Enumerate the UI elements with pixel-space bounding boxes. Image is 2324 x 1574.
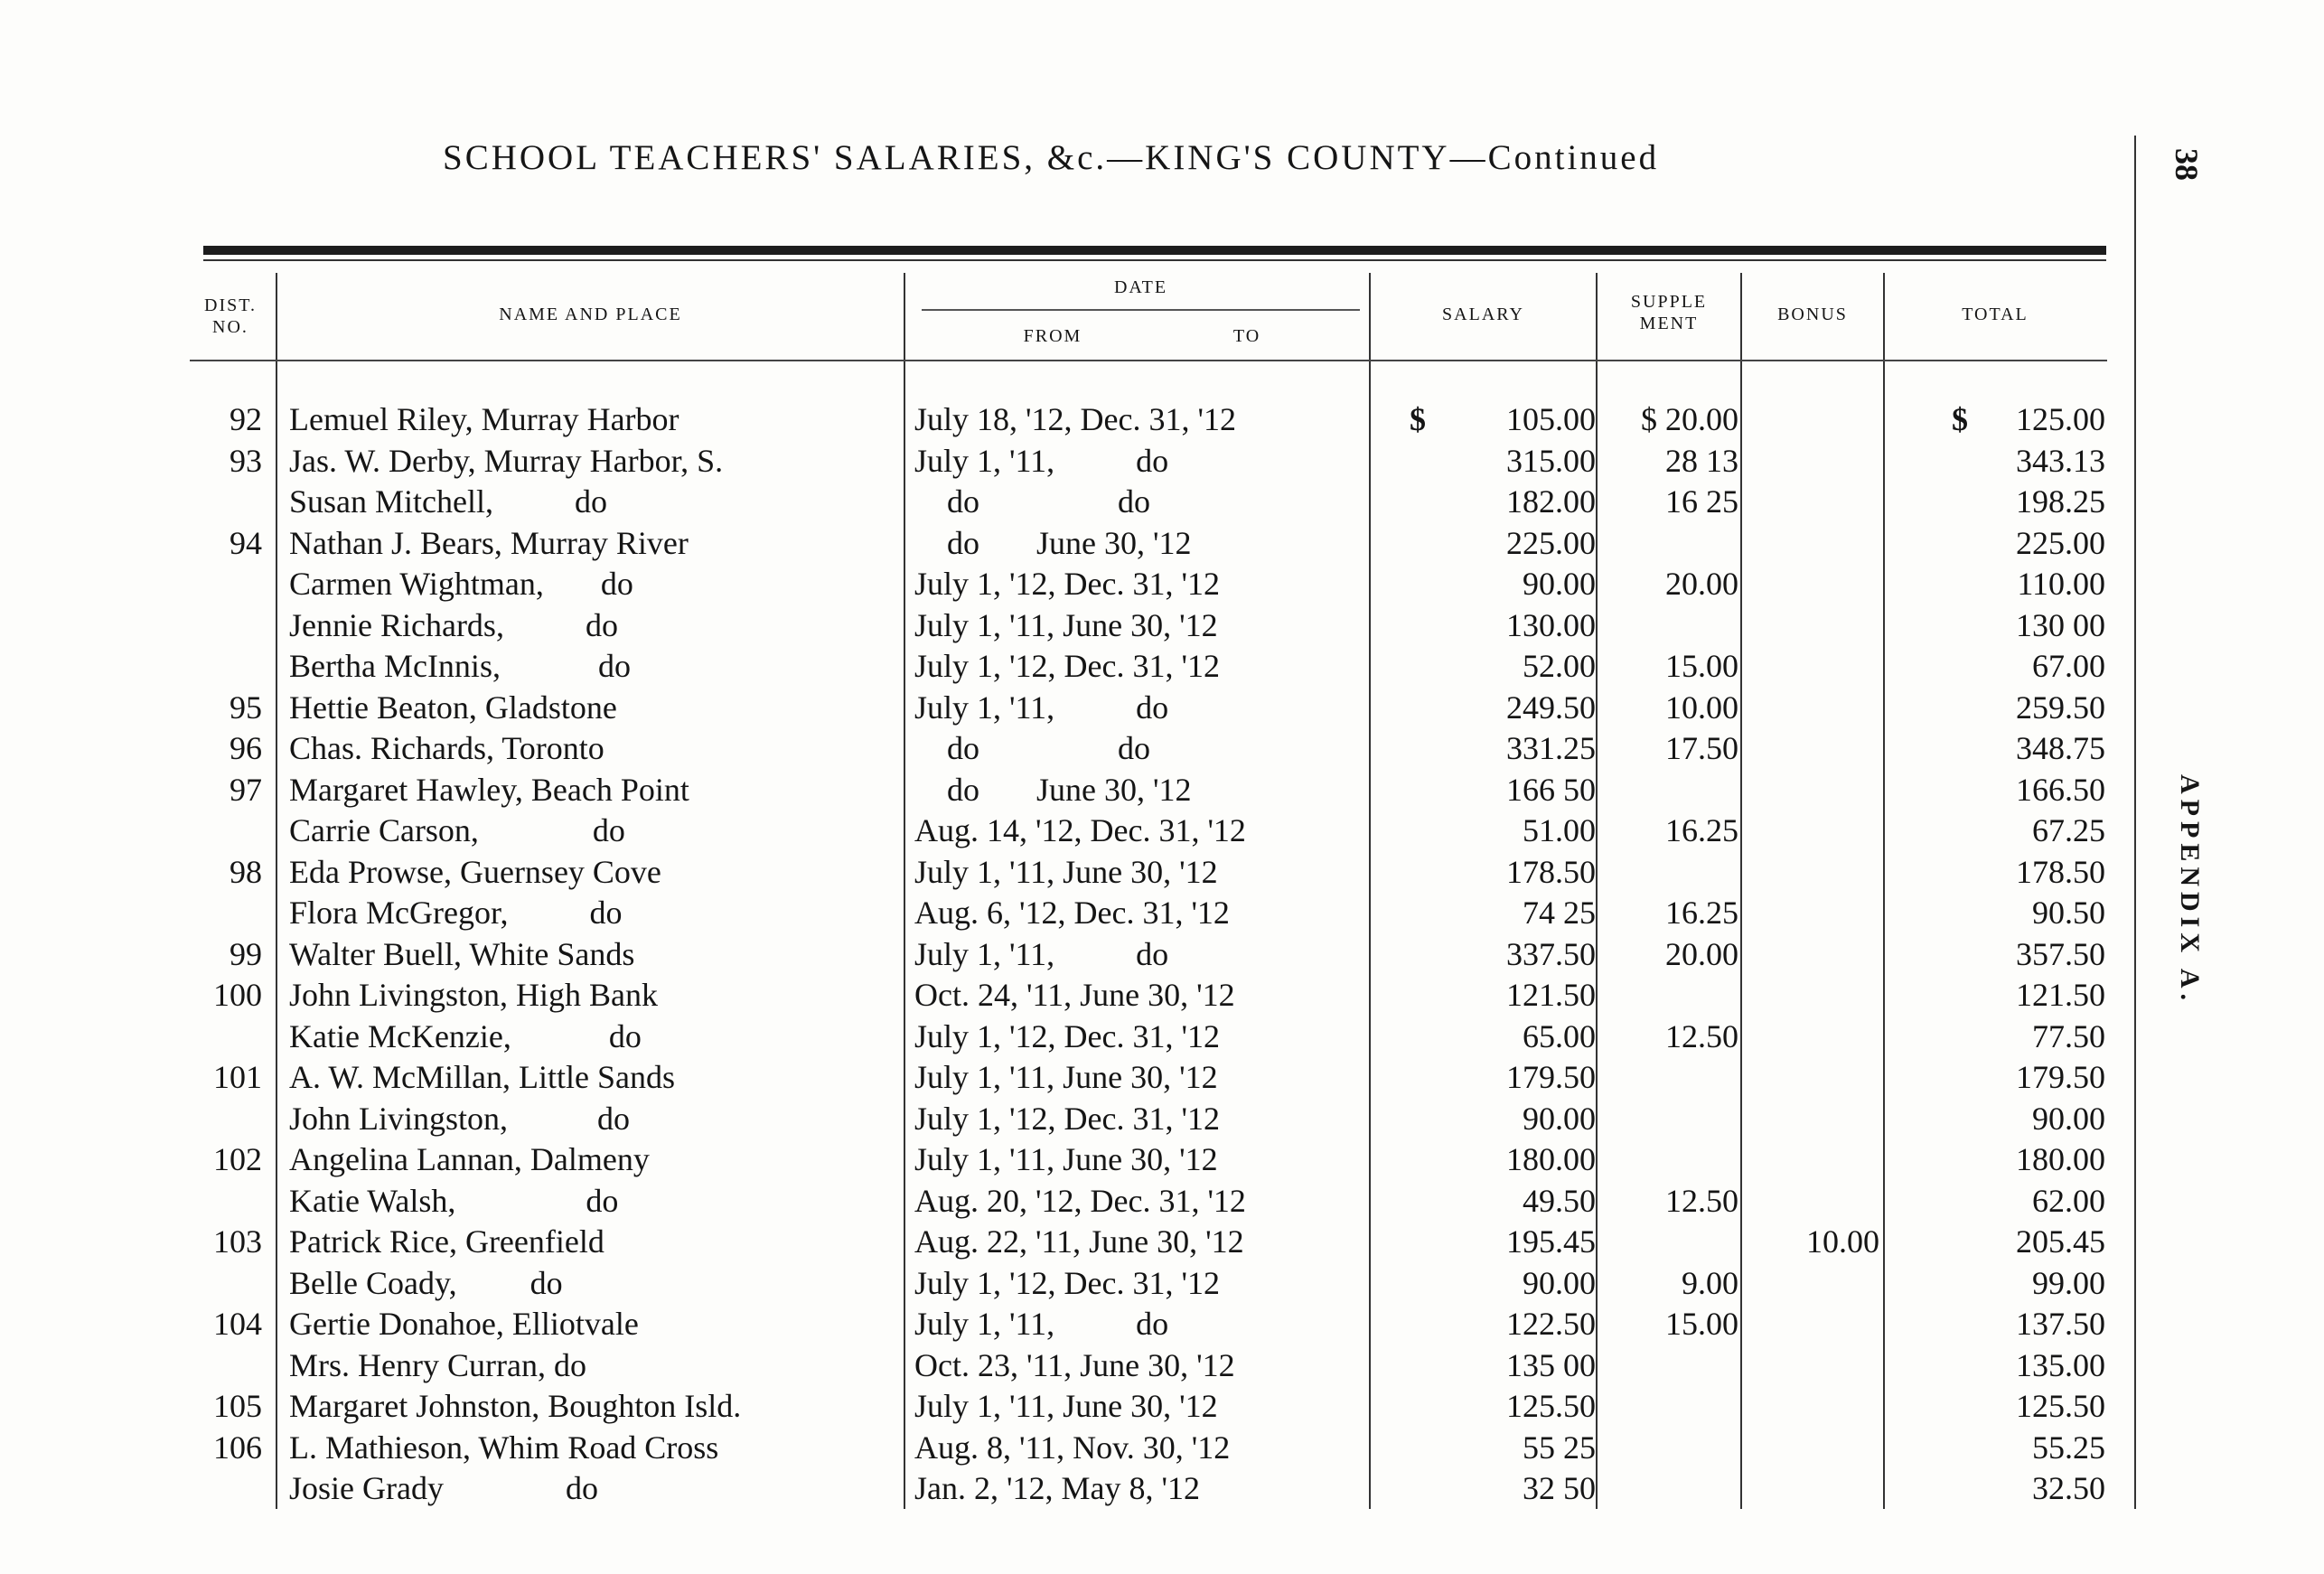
name-place-cell: Hettie Beaton, Gladstone: [289, 689, 617, 726]
date-cell: July 1, '12, Dec. 31, '12: [914, 1017, 1220, 1054]
header-salary: SALARY: [1442, 304, 1524, 324]
supplement-cell: 15.00: [1665, 648, 1738, 684]
total-value: 99.00: [2032, 1264, 2105, 1301]
supplement-cell: 9.00: [1682, 1264, 1738, 1301]
date-cell: July 18, '12, Dec. 31, '12: [914, 401, 1236, 437]
header-supplement-line1: SUPPLE: [1630, 292, 1708, 312]
date-cell: July 1, '11, June 30, '12: [914, 1059, 1218, 1095]
salary-value: 166 50: [1506, 771, 1596, 808]
total-value: 137.50: [2016, 1306, 2105, 1342]
salary-value: 49.50: [1523, 1182, 1596, 1219]
table-row: [0, 646, 2324, 688]
header-name: NAME AND PLACE: [499, 304, 682, 324]
name-place-cell: Josie Grady do: [289, 1470, 598, 1506]
total-value: 343.13: [2016, 442, 2105, 479]
header-supplement-line2: MENT: [1639, 314, 1699, 333]
table-row: [0, 1263, 2324, 1305]
supplement-cell: 16.25: [1665, 895, 1738, 931]
supplement-cell: 16 25: [1665, 483, 1738, 520]
total-value: 110.00: [2017, 566, 2105, 602]
date-cell: July 1, '11, June 30, '12: [914, 1388, 1218, 1424]
date-cell: July 1, '12, Dec. 31, '12: [914, 1100, 1220, 1137]
date-cell: do June 30, '12: [914, 771, 1192, 808]
salary-currency: $: [1410, 401, 1426, 437]
date-cell: July 1, '11, do: [914, 935, 1169, 972]
name-place-cell: Nathan J. Bears, Murray River: [289, 524, 689, 561]
total-value: 90.50: [2032, 895, 2105, 931]
dist-number-cell: 94: [230, 524, 262, 561]
supplement-cell: 12.50: [1665, 1017, 1738, 1054]
name-place-cell: A. W. McMillan, Little Sands: [289, 1059, 675, 1095]
name-place-cell: Patrick Rice, Greenfield: [289, 1223, 604, 1260]
supplement-cell: 17.50: [1665, 730, 1738, 766]
table-body: [0, 399, 2324, 1510]
name-place-cell: Belle Coady, do: [289, 1264, 563, 1301]
name-place-cell: Katie Walsh, do: [289, 1182, 619, 1219]
name-place-cell: Bertha McInnis, do: [289, 648, 631, 684]
date-cell: July 1, '11, do: [914, 689, 1169, 726]
total-value: 125.50: [2016, 1388, 2105, 1424]
table-row: [0, 975, 2324, 1017]
table-row: [0, 934, 2324, 976]
dist-number-cell: 100: [213, 977, 262, 1013]
dist-number-cell: 101: [213, 1059, 262, 1095]
salary-value: 135 00: [1506, 1346, 1596, 1383]
table-row: [0, 1181, 2324, 1223]
table-top-thin-rule: [203, 259, 2106, 261]
supplement-cell: 16.25: [1665, 812, 1738, 848]
total-value: 55.25: [2032, 1429, 2105, 1466]
total-value: 179.50: [2016, 1059, 2105, 1095]
salary-value: 105.00: [1506, 401, 1596, 437]
total-value: 67.25: [2032, 812, 2105, 848]
header-dist-line1: DIST.: [204, 295, 257, 315]
table-row: [0, 1017, 2324, 1058]
date-cell: Oct. 23, '11, June 30, '12: [914, 1346, 1235, 1383]
dist-number-cell: 104: [213, 1306, 262, 1342]
salary-value: 178.50: [1506, 853, 1596, 890]
salary-value: 122.50: [1506, 1306, 1596, 1342]
name-place-cell: Margaret Hawley, Beach Point: [289, 771, 689, 808]
name-place-cell: John Livingston, do: [289, 1100, 631, 1137]
salary-value: 225.00: [1506, 524, 1596, 561]
header-dist: [185, 295, 276, 338]
date-cell: Aug. 8, '11, Nov. 30, '12: [914, 1429, 1231, 1466]
header-bottom-rule: [190, 360, 2107, 361]
supplement-cell: 28 13: [1665, 442, 1738, 479]
table-row: [0, 1139, 2324, 1181]
date-cell: July 1, '12, Dec. 31, '12: [914, 648, 1220, 684]
total-value: 348.75: [2016, 730, 2105, 766]
date-cell: Aug. 22, '11, June 30, '12: [914, 1223, 1244, 1260]
dist-number-cell: 106: [213, 1429, 262, 1466]
name-place-cell: Carrie Carson, do: [289, 812, 625, 848]
table-row: [0, 1428, 2324, 1469]
name-place-cell: Mrs. Henry Curran, do: [289, 1346, 586, 1383]
total-value: 198.25: [2016, 483, 2105, 520]
salary-value: 125.50: [1506, 1388, 1596, 1424]
name-place-cell: L. Mathieson, Whim Road Cross: [289, 1429, 719, 1466]
header-to: TO: [1232, 326, 1261, 346]
date-cell: Oct. 24, '11, June 30, '12: [914, 977, 1235, 1013]
table-row: [0, 1099, 2324, 1140]
header-dist-line2: NO.: [212, 317, 248, 337]
dist-number-cell: 97: [230, 771, 262, 808]
name-place-cell: Carmen Wightman, do: [289, 566, 633, 602]
salary-value: 74 25: [1523, 895, 1596, 931]
date-cell: July 1, '11, June 30, '12: [914, 853, 1218, 890]
total-value: 32.50: [2032, 1470, 2105, 1506]
name-place-cell: Flora McGregor, do: [289, 895, 623, 931]
bonus-cell: 10.00: [1806, 1223, 1879, 1260]
table-top-heavy-rule: [203, 246, 2106, 255]
total-value: 90.00: [2032, 1100, 2105, 1137]
name-place-cell: Walter Buell, White Sands: [289, 935, 635, 972]
salary-value: 121.50: [1506, 977, 1596, 1013]
salary-value: 90.00: [1523, 566, 1596, 602]
dist-number-cell: 98: [230, 853, 262, 890]
table-row: [0, 1468, 2324, 1510]
date-cell: do June 30, '12: [914, 524, 1192, 561]
dist-number-cell: 99: [230, 935, 262, 972]
name-place-cell: Margaret Johnston, Boughton Isld.: [289, 1388, 742, 1424]
table-row: [0, 523, 2324, 565]
dist-number-cell: 105: [213, 1388, 262, 1424]
date-cell: do do: [914, 730, 1150, 766]
salary-value: 315.00: [1506, 442, 1596, 479]
supplement-cell: 12.50: [1665, 1182, 1738, 1219]
header-date-rule: [922, 309, 1360, 311]
header-supplement: [1598, 291, 1740, 334]
dist-number-cell: 95: [230, 689, 262, 726]
dist-number-cell: 96: [230, 730, 262, 766]
name-place-cell: Jennie Richards, do: [289, 606, 618, 643]
date-cell: July 1, '11, do: [914, 442, 1169, 479]
date-cell: July 1, '12, Dec. 31, '12: [914, 566, 1220, 602]
name-place-cell: Gertie Donahoe, Elliotvale: [289, 1306, 639, 1342]
salary-value: 182.00: [1506, 483, 1596, 520]
dist-number-cell: 102: [213, 1141, 262, 1177]
total-value: 357.50: [2016, 935, 2105, 972]
salary-value: 32 50: [1523, 1470, 1596, 1506]
table-row: [0, 1057, 2324, 1099]
total-value: 178.50: [2016, 853, 2105, 890]
name-place-cell: Jas. W. Derby, Murray Harbor, S.: [289, 442, 724, 479]
table-row: [0, 441, 2324, 483]
name-place-cell: Katie McKenzie, do: [289, 1017, 642, 1054]
page-title: SCHOOL TEACHERS' SALARIES, &c.—KING'S COUNTY—Continued: [443, 138, 1660, 177]
total-value: 205.45: [2016, 1223, 2105, 1260]
supplement-cell: 20.00: [1665, 566, 1738, 602]
dist-number-cell: 92: [230, 401, 262, 437]
table-row: [0, 893, 2324, 934]
date-cell: Aug. 14, '12, Dec. 31, '12: [914, 812, 1246, 848]
date-cell: Aug. 20, '12, Dec. 31, '12: [914, 1182, 1246, 1219]
table-row: [0, 605, 2324, 647]
page-number: 38: [2169, 148, 2205, 181]
table-row: [0, 770, 2324, 811]
salary-value: 51.00: [1523, 812, 1596, 848]
total-value: 225.00: [2016, 524, 2105, 561]
total-value: 62.00: [2032, 1182, 2105, 1219]
salary-value: 65.00: [1523, 1017, 1596, 1054]
supplement-cell: 20.00: [1665, 935, 1738, 972]
table-row: [0, 1345, 2324, 1387]
supplement-cell: 15.00: [1665, 1306, 1738, 1342]
total-value: 180.00: [2016, 1141, 2105, 1177]
table-row: [0, 810, 2324, 852]
dist-number-cell: 93: [230, 442, 262, 479]
table-row: [0, 1386, 2324, 1428]
date-cell: July 1, '12, Dec. 31, '12: [914, 1264, 1220, 1301]
name-place-cell: Chas. Richards, Toronto: [289, 730, 604, 766]
table-row: [0, 399, 2324, 441]
header-bonus: BONUS: [1777, 304, 1848, 324]
total-value: 259.50: [2016, 689, 2105, 726]
date-cell: Jan. 2, '12, May 8, '12: [914, 1470, 1200, 1506]
total-value: 67.00: [2032, 648, 2105, 684]
total-value: 135.00: [2016, 1346, 2105, 1383]
total-value: 125.00: [2016, 401, 2105, 437]
header-total: TOTAL: [1962, 304, 2029, 324]
name-place-cell: Angelina Lannan, Dalmeny: [289, 1141, 650, 1177]
salary-value: 180.00: [1506, 1141, 1596, 1177]
date-cell: July 1, '11, June 30, '12: [914, 1141, 1218, 1177]
salary-value: 249.50: [1506, 689, 1596, 726]
table-row: [0, 688, 2324, 729]
date-cell: July 1, '11, do: [914, 1306, 1169, 1342]
salary-value: 52.00: [1523, 648, 1596, 684]
salary-value: 195.45: [1506, 1223, 1596, 1260]
date-cell: Aug. 6, '12, Dec. 31, '12: [914, 895, 1230, 931]
total-value: 130 00: [2016, 606, 2105, 643]
salary-value: 90.00: [1523, 1100, 1596, 1137]
date-cell: July 1, '11, June 30, '12: [914, 606, 1218, 643]
header-date: DATE: [1113, 277, 1168, 297]
name-place-cell: Eda Prowse, Guernsey Cove: [289, 853, 661, 890]
salary-value: 55 25: [1523, 1429, 1596, 1466]
supplement-cell: $ 20.00: [1641, 401, 1738, 437]
name-place-cell: Susan Mitchell, do: [289, 483, 607, 520]
salary-value: 337.50: [1506, 935, 1596, 972]
salary-value: 179.50: [1506, 1059, 1596, 1095]
table-row: [0, 728, 2324, 770]
name-place-cell: Lemuel Riley, Murray Harbor: [289, 401, 679, 437]
name-place-cell: John Livingston, High Bank: [289, 977, 659, 1013]
table-row: [0, 1222, 2324, 1263]
table-row: [0, 1304, 2324, 1345]
salary-value: 90.00: [1523, 1264, 1596, 1301]
total-value: 77.50: [2032, 1017, 2105, 1054]
appendix-label: APPENDIX A.: [2175, 774, 2205, 1007]
date-cell: do do: [914, 483, 1150, 520]
table-row: [0, 482, 2324, 523]
header-from: FROM: [1023, 326, 1082, 346]
dist-number-cell: 103: [213, 1223, 262, 1260]
table-row: [0, 852, 2324, 894]
salary-value: 331.25: [1506, 730, 1596, 766]
salary-value: 130.00: [1506, 606, 1596, 643]
table-row: [0, 564, 2324, 605]
total-currency: $: [1952, 401, 1968, 437]
total-value: 121.50: [2016, 977, 2105, 1013]
supplement-cell: 10.00: [1665, 689, 1738, 726]
total-value: 166.50: [2016, 771, 2105, 808]
